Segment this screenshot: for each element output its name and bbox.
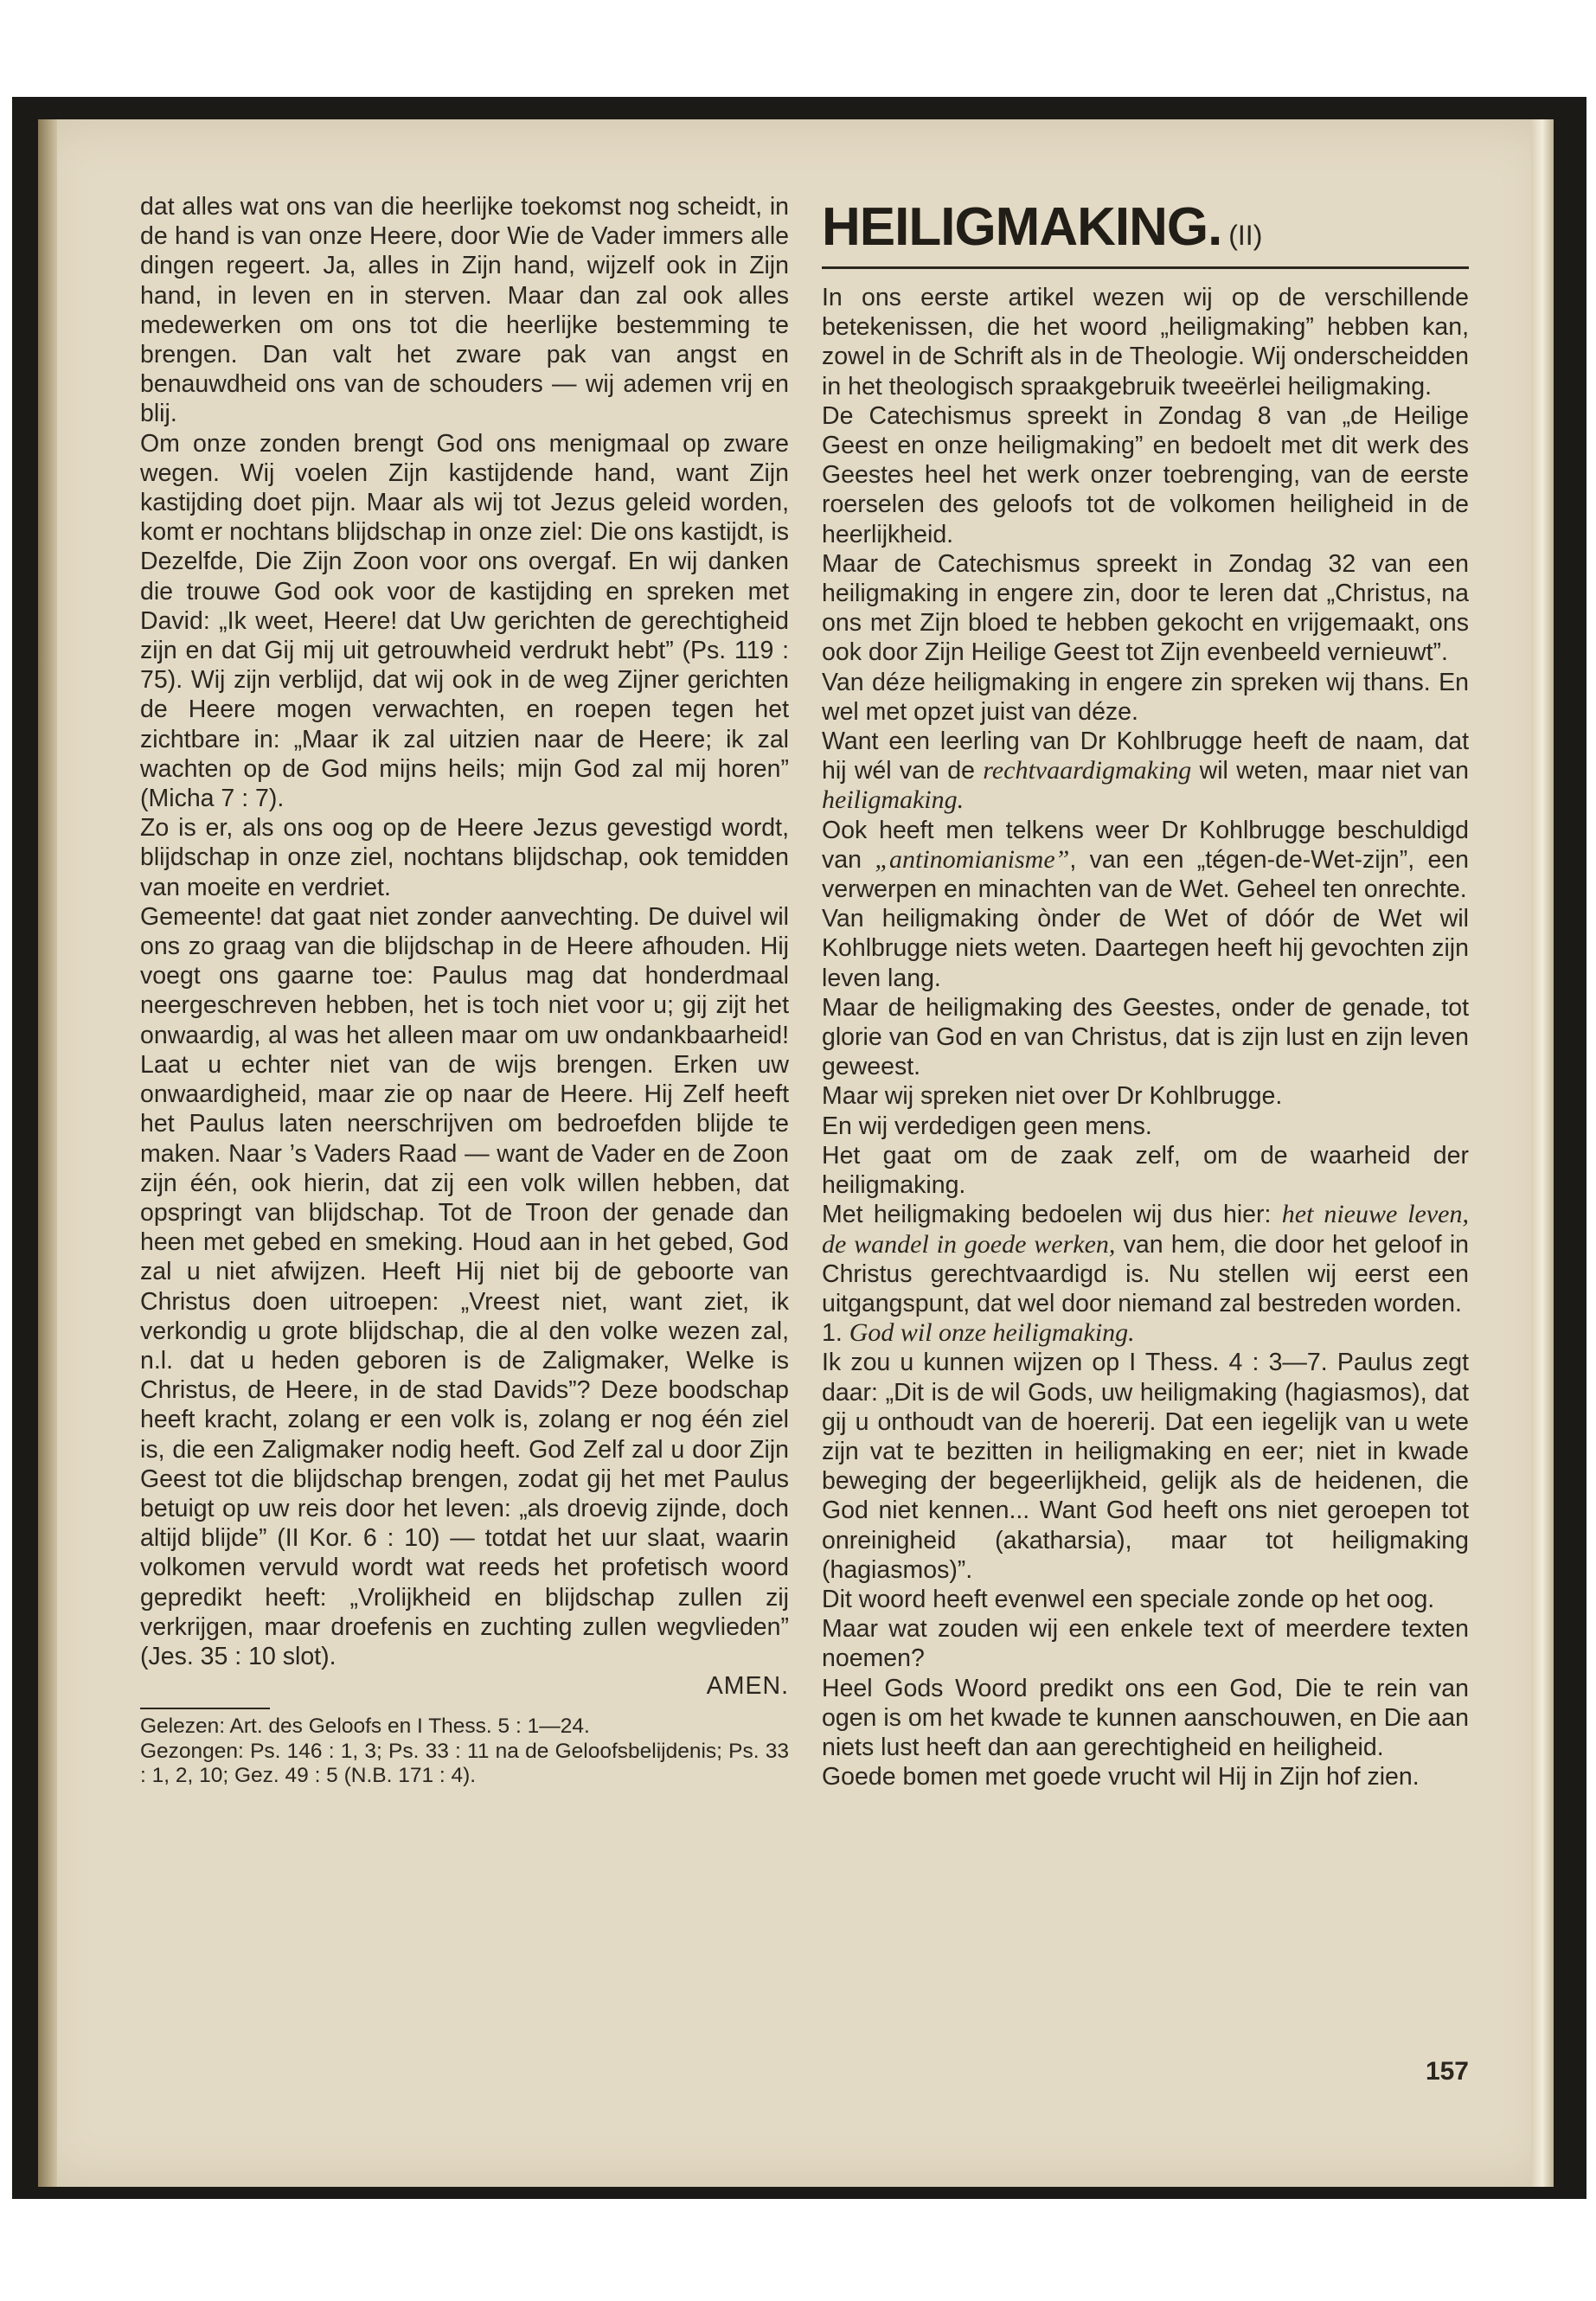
right-column bbox=[822, 197, 1469, 1791]
right-paragraph-15: Dit woord heeft evenwel een speciale zonde op het oog. bbox=[822, 1585, 1435, 1613]
p12-italic: het nieuwe leven, de wandel in goede werken, bbox=[822, 1200, 1469, 1259]
page-edge bbox=[1531, 119, 1554, 2187]
p5-italic-rechtvaardigmaking: rechtvaardigmaking bbox=[983, 756, 1192, 785]
footnote-divider bbox=[140, 1708, 270, 1709]
footnote-songs: Gezongen: Ps. 146 : 1, 3; Ps. 33 : 11 na de Geloofsbelijdenis; Ps. 33 : 1, 2, 10; Gez. 49 : 5 (N.B. 171 : 4). bbox=[140, 1739, 789, 1788]
right-paragraph-16: Maar wat zouden wij een enkele text of meerdere texten noemen? bbox=[822, 1615, 1469, 1673]
right-paragraph-14: Ik zou u kunnen wijzen op I Thess. 4 : 3—7. Paulus zegt daar: „Dit is de wil Gods, uw heiligmaking (hagiasmos), dat gij u onthoudt van de hoererij. Dat een iegelijk van u wete zijn vat te bezitten in heiligmaking en eer; niet in kwade beweging der begeerlijkheid, gelijk als de heidenen, die God niet kennen... Want God heeft ons niet geroepen tot onreinigheid (akatharsia), maar tot heiligmaking (hagiasmos)”. bbox=[822, 1349, 1469, 1584]
right-paragraph-7: Van heiligmaking ònder de Wet of dóór de Wet wil Kohlbrugge niets weten. Daartegen heeft hij gevochten zijn leven lang. bbox=[822, 905, 1469, 992]
left-column bbox=[140, 192, 789, 1789]
left-paragraph-3: Zo is er, als ons oog op de Heere Jezus gevestigd wordt, blijdschap in onze ziel, nochtans blijdschap, ook temidden van moeite en verdriet. bbox=[140, 814, 789, 901]
p6-text-a: Ook heeft men telkens weer Dr Kohlbrugge beschuldigd van bbox=[822, 816, 1469, 874]
p12-text-b: van hem, die door het geloof in Christus gerechtvaardigd is. Nu stellen wij eerst een uitgangspunt, dat wel door niemand zal bestreden worden. bbox=[822, 1230, 1469, 1317]
right-paragraph-12 bbox=[822, 1200, 1469, 1318]
section-title: God wil onze heiligmaking. bbox=[849, 1318, 1135, 1348]
right-paragraph-11: Het gaat om de zaak zelf, om de waarheid der heiligmaking. bbox=[822, 1141, 1469, 1200]
right-paragraph-9: Maar wij spreken niet over Dr Kohlbrugge. bbox=[822, 1082, 1283, 1111]
p5-text-b: wil weten, maar niet van bbox=[1191, 757, 1470, 785]
left-paragraph-1: dat alles wat ons van die heerlijke toekomst nog scheidt, in de hand is van onze Heere, door Wie de Vader immers alle dingen regeert. Ja, alles in Zijn hand, wijzelf ook in Zijn hand, in leven en in sterven. Maar dan zal ook alles medewerken om ons tot die heerlijke bestemming te brengen. Dan valt het zware pak van angst en benauwdheid ons van de schouders — wij ademen vrij en blij. bbox=[140, 193, 789, 428]
section-number: 1. bbox=[822, 1319, 849, 1348]
page-binding-shadow bbox=[38, 119, 57, 2187]
right-paragraph-8: Maar de heiligmaking des Geestes, onder de genade, tot glorie van God en van Christus, dat is zijn lust en zijn leven geweest. bbox=[822, 993, 1469, 1081]
p5-italic-heiligmaking: heiligmaking. bbox=[822, 785, 965, 815]
left-paragraph-2: Om onze zonden brengt God ons menigmaal op zware wegen. Wij voelen Zijn kastijdende hand, want Zijn kastijding doet pijn. Maar als wij tot Jezus geleid worden, komt er nochtans blijdschap in onze ziel: Die ons kastijdt, is Dezelfde, Die Zijn Zoon voor ons overgaf. En wij danken die trouwe God ook voor de kastijding en spreken met David: „Ik weet, Heere! dat Uw gerichten de gerechtigheid zijn en dat Gij mij uit getrouwheid verdrukt hebt” (Ps. 119 : 75). Wij zijn verblijd, dat wij ook in de weg Zijner gerichten de Heere mogen verwachten, en roepen tegen het zichtbare in: „Maar ik zal uitzien naar de Heere; ik zal wachten op de God mijns heils; mijn God zal mij horen” (Micha 7 : 7). bbox=[140, 429, 789, 813]
article-title: HEILIGMAKING. bbox=[822, 197, 1222, 257]
article-heading bbox=[822, 197, 1469, 269]
page-number: 157 bbox=[1425, 2057, 1469, 2086]
p12-text-a: Met heiligmaking bedoelen wij dus hier: bbox=[822, 1201, 1282, 1229]
p5-text-a: Want een leerling van Dr Kohlbrugge heeft de naam, dat hij wél van de bbox=[822, 727, 1469, 785]
footnote-readings: Gelezen: Art. des Geloofs en I Thess. 5 : 1—24. bbox=[140, 1715, 590, 1739]
p6-text-b: , van een „tégen-de-Wet-zijn”, een verwerpen en minachten van de Wet. Geheel ten onrechte. bbox=[822, 845, 1470, 904]
right-paragraph-2: De Catechismus spreekt in Zondag 8 van „de Heilige Geest en onze heiligmaking” en bedoelt met dit werk des Geestes heel het werk onzer toebrenging, van de eerste roerselen des geloofs tot de volkomen heiligheid in de heerlijkheid. bbox=[822, 401, 1469, 548]
right-paragraph-18: Goede bomen met goede vrucht wil Hij in Zijn hof zien. bbox=[822, 1763, 1420, 1791]
right-paragraph-4: Van déze heiligmaking in engere zin spreken wij thans. En wel met opzet juist van déze. bbox=[822, 668, 1469, 726]
right-paragraph-1: In ons eerste artikel wezen wij op de verschillende betekenissen, die het woord „heiligmaking” hebben kan, zowel in de Schrift als in de Theologie. Wij onderscheidden in het theologisch spraakgebruik tweeërlei heiligmaking. bbox=[822, 284, 1469, 401]
section-heading-1 bbox=[822, 1318, 1469, 1348]
right-paragraph-3: Maar de Catechismus spreekt in Zondag 32 van een heiligmaking in engere zin, door te leren dat „Christus, na ons met Zijn bloed te hebben gekocht en vrijgemaakt, ons ook door Zijn Heilige Geest tot Zijn evenbeeld vernieuwt”. bbox=[822, 549, 1469, 667]
right-paragraph-17: Heel Gods Woord predikt ons een God, Die te rein van ogen is om het kwade te kunnen aanschouwen, en Die aan niets lust heeft dan aan gerechtigheid en heiligheid. bbox=[822, 1674, 1469, 1761]
right-paragraph-6 bbox=[822, 816, 1469, 905]
right-paragraph-5 bbox=[822, 727, 1469, 816]
amen-signoff: AMEN. bbox=[706, 1672, 789, 1701]
article-part-number: (II) bbox=[1228, 220, 1263, 251]
left-paragraph-4: Gemeente! dat gaat niet zonder aanvechting. De duivel wil ons zo graag van die blijdschap in de Heere afhouden. Hij voegt ons gaarne toe: Paulus mag dat honderdmaal neergeschreven hebben, het is toch niet voor u; gij zijt het onwaardig, al was het alleen maar om uw ondankbaarheid! Laat u echter niet van de wijs brengen. Erken uw onwaardigheid, maar zie op naar de Heere. Hij Zelf heeft het Paulus laten neerschrijven om bedroefden blijde te maken. Naar ’s Vaders Raad — want de Vader en de Zoon zijn één, ook hierin, dat zij een volk willen hebben, dat opspringt van blijdschap. Tot de Troon der genade dan heen met gebed en smeking. Houd aan in het gebed, God zal u niet afwijzen. Heeft Hij niet bij de geboorte van Christus doen uitroepen: „Vreest niet, want ziet, ik verkondig u grote blijdschap, die al den volke wezen zal, n.l. dat u heden geboren is de Zaligmaker, Welke is Christus, de Heere, in de stad Davids”? Deze boodschap heeft kracht, zolang er een volk is, zolang er nog één ziel is, die een Zaligmaker nodig heeft. God Zelf zal u door Zijn Geest tot die blijdschap brengen, zodat gij het met Paulus betuigt op uw reis door het leven: „als droevig zijnde, doch altijd blijde” (II Kor. 6 : 10) — totdat het uur slaat, waarin volkomen vervuld wordt wat reeds het profetisch woord gepredikt heeft: „Vrolijkheid en blijdschap zullen zij verkrijgen, maar droefenis en zuchting zullen wegvlieden” (Jes. 35 : 10 slot). bbox=[140, 902, 789, 1670]
right-paragraph-10: En wij verdedigen geen mens. bbox=[822, 1112, 1152, 1140]
p6-italic-antinomianisme: „antinomianisme” bbox=[875, 844, 1070, 874]
